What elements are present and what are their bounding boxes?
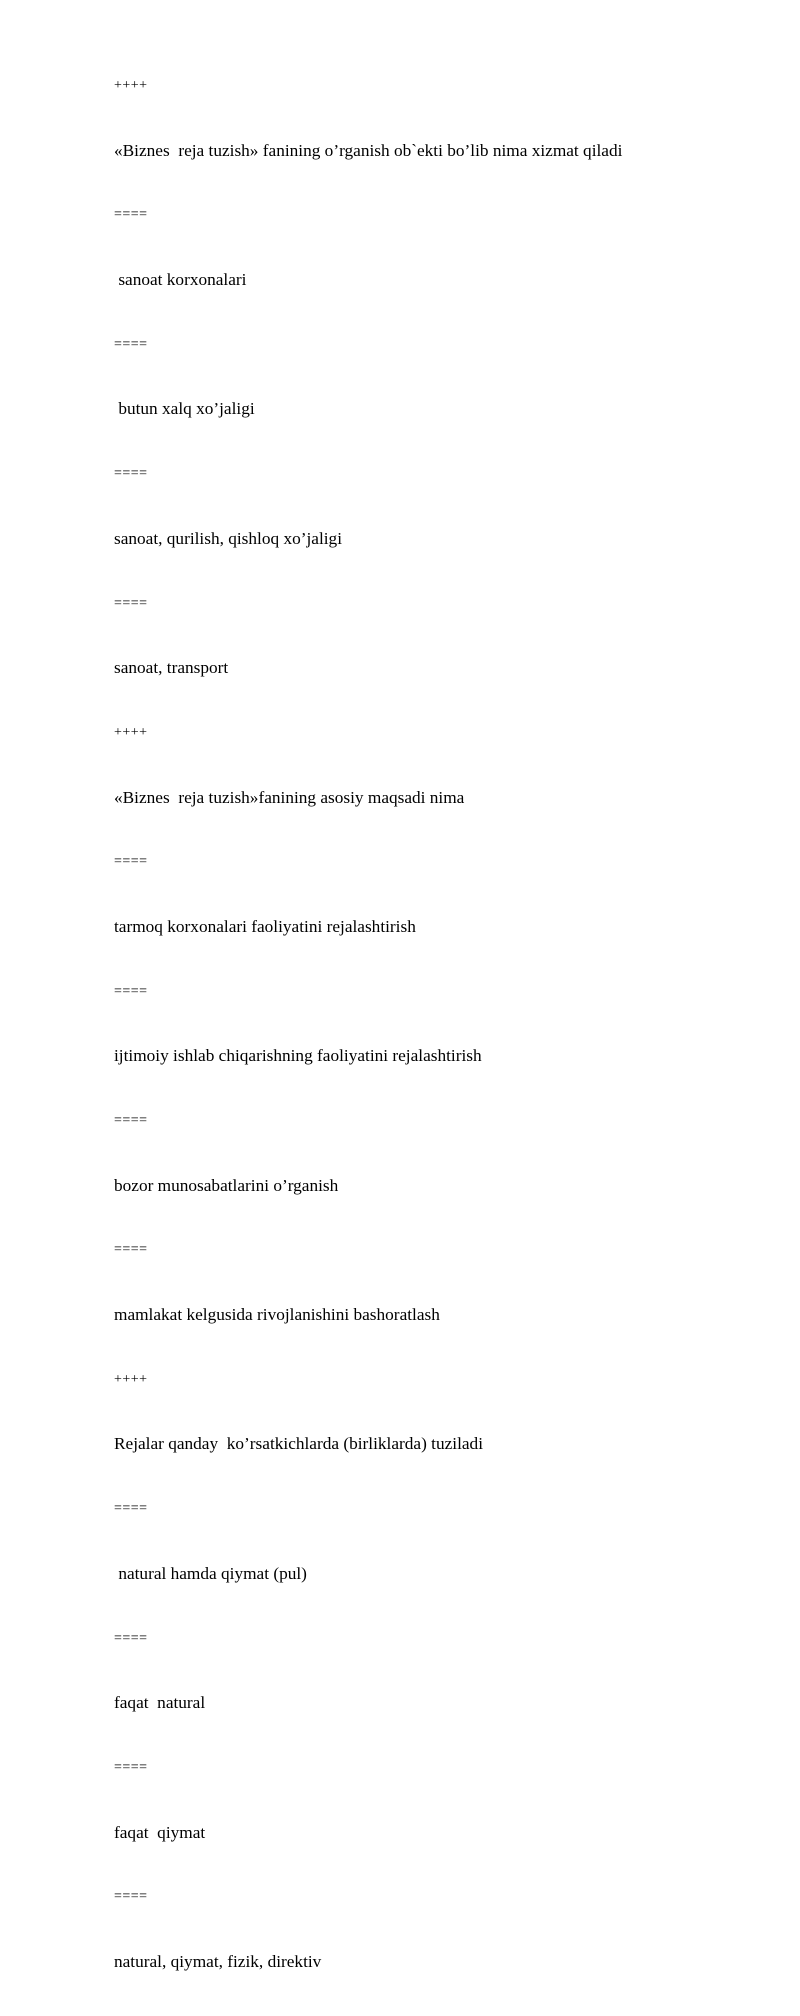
answer-option: faqat natural <box>114 1693 206 1713</box>
answer-option: faqat qiymat <box>114 1822 206 1842</box>
document-body <box>114 75 754 2016</box>
answer-separator: ==== <box>114 1889 148 1905</box>
question-text: «Biznes reja tuzish» fanining o’rganish ob`ekti bo’lib nima xizmat qiladi <box>114 140 623 160</box>
answer-separator: ==== <box>114 854 148 870</box>
answer-separator: ==== <box>114 1759 148 1775</box>
answer-option: natural, qiymat, fizik, direktiv <box>114 1951 322 1971</box>
answer-option: bozor munosabatlarini o’rganish <box>114 1175 339 1195</box>
question-text: Rejalar qanday ko’rsatkichlarda (birliklarda) tuziladi <box>114 1434 483 1454</box>
answer-option: sanoat, qurilish, qishloq xo’jaligi <box>114 528 342 548</box>
answer-separator: ==== <box>114 336 148 352</box>
question-separator: ++++ <box>114 78 148 93</box>
answer-separator: ==== <box>114 1113 148 1128</box>
answer-option: sanoat, transport <box>114 658 229 678</box>
answer-option: ijtimoiy ishlab chiqarishning faoliyatini rejalashtirish <box>114 1046 482 1066</box>
answer-separator: ==== <box>114 595 148 611</box>
answer-separator: ==== <box>114 983 148 999</box>
answer-option: natural hamda qiymat (pul) <box>114 1563 307 1583</box>
answer-option: tarmoq korxonalari faoliyatini rejalashtirish <box>114 916 416 936</box>
question-text: «Biznes reja tuzish»fanining asosiy maqsadi nima <box>114 787 465 807</box>
answer-option: mamlakat kelgusida rivojlanishini bashoratlash <box>114 1305 440 1325</box>
answer-separator: ==== <box>114 466 148 482</box>
answer-separator: ==== <box>114 1630 148 1646</box>
answer-separator: ==== <box>114 1242 148 1258</box>
answer-separator: ==== <box>114 1501 148 1517</box>
answer-option: butun xalq xo’jaligi <box>114 399 255 419</box>
answer-separator: ==== <box>114 207 148 223</box>
answer-option: sanoat korxonalari <box>114 270 247 290</box>
question-separator: ++++ <box>114 724 148 740</box>
question-separator: ++++ <box>114 1371 148 1387</box>
